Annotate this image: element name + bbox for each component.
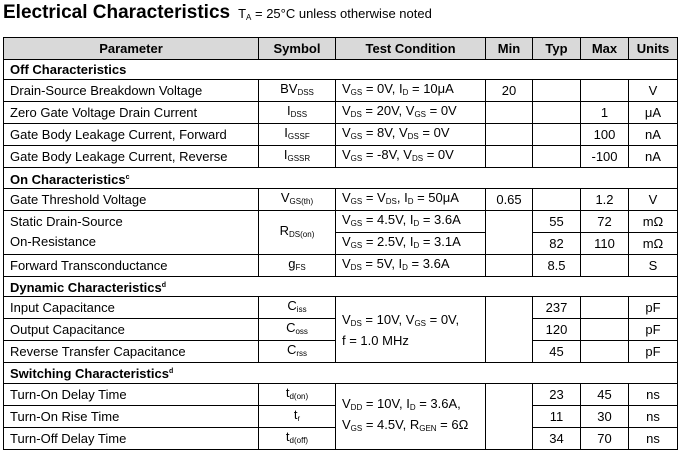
typ-cell: 45: [533, 341, 581, 363]
symbol-cell: $t_{d(on)}$: [259, 383, 336, 405]
footnote-mark: d: [168, 368, 174, 376]
min-cell: 20: [486, 80, 533, 102]
min-cell: [486, 383, 533, 449]
col-min: Min: [486, 38, 533, 60]
max-cell: 1.2: [581, 188, 629, 210]
condition-cell: $V_{DS} = 5V$, $I_D = 3.6A$: [336, 254, 486, 276]
param-cell: Turn-On Rise Time: [4, 405, 259, 427]
units-cell: nA: [629, 146, 678, 168]
typ-cell: 120: [533, 319, 581, 341]
units-cell: mΩ: [629, 232, 678, 254]
typ-cell: 34: [533, 427, 581, 449]
param-cell: Static Drain-Source On-Resistance: [4, 210, 259, 254]
typ-cell: 55: [533, 210, 581, 232]
footnote-mark: d: [161, 281, 167, 289]
table-row-gfs: [4, 254, 678, 276]
units-cell: V: [629, 188, 678, 210]
table-row-igssf: [4, 124, 678, 146]
condition-cell: $V_{GS} = 2.5V$, $I_D = 3.1A$: [336, 232, 486, 254]
param-cell: Output Capacitance: [4, 319, 259, 341]
units-cell: pF: [629, 341, 678, 363]
page-title: Electrical Characteristics: [3, 2, 231, 23]
units-cell: μA: [629, 102, 678, 124]
param-cell: Gate Body Leakage Current, Reverse: [4, 146, 259, 168]
max-cell: 70: [581, 427, 629, 449]
col-test-condition: Test Condition: [336, 38, 486, 60]
col-symbol: Symbol: [259, 38, 336, 60]
typ-cell: [533, 146, 581, 168]
units-cell: S: [629, 254, 678, 276]
typ-cell: 11: [533, 405, 581, 427]
table-row-vgsth: [4, 188, 678, 210]
symbol-cell: $I_{GSSF}$: [259, 124, 336, 146]
condition-cell: $V_{GS} = 0V$, $I_D = 10\mu A$: [336, 80, 486, 102]
col-max: Max: [581, 38, 629, 60]
param-cell: Turn-On Delay Time: [4, 383, 259, 405]
units-cell: ns: [629, 405, 678, 427]
param-cell: Turn-Off Delay Time: [4, 427, 259, 449]
units-cell: ns: [629, 427, 678, 449]
section-title-dynamic: Dynamic Characteristics$^d$: [4, 276, 678, 296]
param-cell: Reverse Transfer Capacitance: [4, 341, 259, 363]
footnote-mark: c: [125, 173, 130, 181]
min-cell: [486, 254, 533, 276]
max-cell: [581, 297, 629, 319]
condition-cell: $V_{GS} = 4.5V$, $I_D = 3.6A$: [336, 210, 486, 232]
section-row-off: [4, 60, 678, 80]
typ-cell: 23: [533, 383, 581, 405]
max-cell: 110: [581, 232, 629, 254]
temperature-condition: $T_A = 25^\circ C$ unless otherwise noted: [238, 6, 432, 22]
min-cell: 0.65: [486, 188, 533, 210]
col-parameter: Parameter: [4, 38, 259, 60]
typ-cell: 82: [533, 232, 581, 254]
section-title-on: On Characteristics$^c$: [4, 168, 678, 188]
max-cell: 72: [581, 210, 629, 232]
param-cell: Gate Threshold Voltage: [4, 188, 259, 210]
table-row-idss: [4, 102, 678, 124]
max-cell: 30: [581, 405, 629, 427]
max-cell: 100: [581, 124, 629, 146]
param-cell: Zero Gate Voltage Drain Current: [4, 102, 259, 124]
condition-cell: $V_{DS} = 20V$, $V_{GS} = 0V$: [336, 102, 486, 124]
section-title-off: Off Characteristics: [4, 60, 678, 80]
symbol-cell: $R_{DS(on)}$: [259, 210, 336, 254]
table-row-ciss: [4, 297, 678, 319]
units-cell: nA: [629, 124, 678, 146]
param-cell: Drain-Source Breakdown Voltage: [4, 80, 259, 102]
units-cell: V: [629, 80, 678, 102]
min-cell: [486, 297, 533, 363]
param-cell: Forward Transconductance: [4, 254, 259, 276]
units-cell: pF: [629, 297, 678, 319]
symbol-cell: $C_{oss}$: [259, 319, 336, 341]
table-row-bvdss: [4, 80, 678, 102]
typ-cell: 8.5: [533, 254, 581, 276]
symbol-cell: $V_{GS(th)}$: [259, 188, 336, 210]
symbol-cell: $BV_{DSS}$: [259, 80, 336, 102]
symbol-cell: $t_{d(off)}$: [259, 427, 336, 449]
col-typ: Typ: [533, 38, 581, 60]
section-title-switching: Switching Characteristics$^d$: [4, 363, 678, 383]
table-row-rdson-1: [4, 210, 678, 232]
max-cell: [581, 254, 629, 276]
param-cell: Gate Body Leakage Current, Forward: [4, 124, 259, 146]
condition-cell: $V_{DS} = 10V$, $V_{GS} = 0V$, f = 1.0 MHz: [336, 297, 486, 363]
symbol-cell: $C_{rss}$: [259, 341, 336, 363]
typ-cell: 237: [533, 297, 581, 319]
header-row: [4, 38, 678, 60]
symbol-cell: $C_{iss}$: [259, 297, 336, 319]
section-row-switching: [4, 363, 678, 383]
typ-cell: [533, 80, 581, 102]
typ-cell: [533, 124, 581, 146]
electrical-characteristics-table: [3, 37, 678, 450]
units-cell: ns: [629, 383, 678, 405]
symbol-cell: $g_{FS}$: [259, 254, 336, 276]
min-cell: [486, 210, 533, 254]
condition-cell: $V_{GS} = V_{DS}$, $I_D = 50\mu A$: [336, 188, 486, 210]
units-cell: mΩ: [629, 210, 678, 232]
min-cell: [486, 146, 533, 168]
title-block: [3, 2, 432, 26]
min-cell: [486, 102, 533, 124]
max-cell: [581, 80, 629, 102]
section-row-on: [4, 168, 678, 188]
condition-cell: $V_{GS} = -8V$, $V_{DS} = 0V$: [336, 146, 486, 168]
max-cell: [581, 319, 629, 341]
col-units: Units: [629, 38, 678, 60]
symbol-cell: $I_{GSSR}$: [259, 146, 336, 168]
typ-cell: [533, 188, 581, 210]
symbol-cell: $t_r$: [259, 405, 336, 427]
max-cell: -100: [581, 146, 629, 168]
max-cell: 45: [581, 383, 629, 405]
max-cell: [581, 341, 629, 363]
param-cell: Input Capacitance: [4, 297, 259, 319]
table-row-tdon: [4, 383, 678, 405]
max-cell: 1: [581, 102, 629, 124]
typ-cell: [533, 102, 581, 124]
table-row-igssr: [4, 146, 678, 168]
condition-cell: $V_{DD} = 10V$, $I_D = 3.6A$, $V_{GS} = 4.5V$, $R_{GEN} = 6\Omega$: [336, 383, 486, 449]
condition-cell: $V_{GS} = 8V$, $V_{DS} = 0V$: [336, 124, 486, 146]
section-row-dynamic: [4, 276, 678, 296]
min-cell: [486, 124, 533, 146]
units-cell: pF: [629, 319, 678, 341]
symbol-cell: $I_{DSS}$: [259, 102, 336, 124]
